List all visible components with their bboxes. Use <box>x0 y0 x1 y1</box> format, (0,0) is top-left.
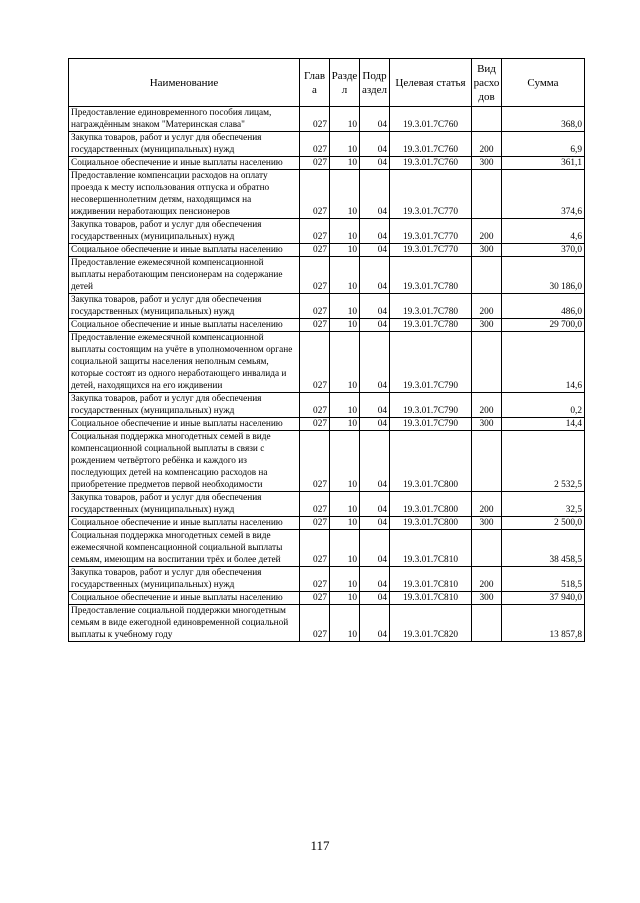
row-expense-type: 200 <box>472 294 502 319</box>
row-section: 10 <box>330 219 360 244</box>
header-amount: Сумма <box>502 59 585 107</box>
row-name: Предоставление ежемесячной компенсационной выплаты неработающим пенсионерам на содержание детей <box>69 257 300 294</box>
row-subsection: 04 <box>360 530 390 567</box>
row-target-article: 19.3.01.7С820 <box>390 605 472 642</box>
table-row <box>69 170 585 219</box>
header-name: Наименование <box>69 59 300 107</box>
row-chapter: 027 <box>300 170 330 219</box>
row-chapter: 027 <box>300 219 330 244</box>
row-expense-type: 200 <box>472 567 502 592</box>
row-section: 10 <box>330 605 360 642</box>
header-target-article: Целевая статья <box>390 59 472 107</box>
row-subsection: 04 <box>360 132 390 157</box>
row-expense-type: 300 <box>472 244 502 257</box>
row-subsection: 04 <box>360 157 390 170</box>
row-amount: 37 940,0 <box>502 592 585 605</box>
row-section: 10 <box>330 517 360 530</box>
row-subsection: 04 <box>360 431 390 492</box>
row-subsection: 04 <box>360 319 390 332</box>
row-expense-type <box>472 332 502 393</box>
row-expense-type: 200 <box>472 219 502 244</box>
row-target-article: 19.3.01.7С800 <box>390 492 472 517</box>
table-row <box>69 592 585 605</box>
row-chapter: 027 <box>300 605 330 642</box>
table-row <box>69 517 585 530</box>
row-target-article: 19.3.01.7С790 <box>390 332 472 393</box>
row-name: Социальное обеспечение и иные выплаты населению <box>69 157 300 170</box>
row-amount: 38 458,5 <box>502 530 585 567</box>
row-expense-type: 300 <box>472 157 502 170</box>
row-chapter: 027 <box>300 107 330 132</box>
row-chapter: 027 <box>300 418 330 431</box>
row-section: 10 <box>330 431 360 492</box>
table-row <box>69 319 585 332</box>
table-row <box>69 107 585 132</box>
row-chapter: 027 <box>300 257 330 294</box>
row-target-article: 19.3.01.7С770 <box>390 170 472 219</box>
row-name: Предоставление социальной поддержки многодетным семьям в виде ежегодной единовременной социальной выплаты к учебному году <box>69 605 300 642</box>
row-name: Предоставление ежемесячной компенсационной выплаты состоящим на учёте в уполномоченном органе социальной защиты населения неполным семьям, которые состоят из одного неработающего инвалида и детей, находящихся на его иждивении <box>69 332 300 393</box>
row-expense-type <box>472 431 502 492</box>
row-subsection: 04 <box>360 257 390 294</box>
row-target-article: 19.3.01.7С790 <box>390 418 472 431</box>
row-name: Социальная поддержка многодетных семей в виде компенсационной социальной выплаты в связи с рождением четвёртого ребёнка и каждого из последующих детей на компенсацию расходов на приобретение предметов первой необходимости <box>69 431 300 492</box>
row-name: Закупка товаров, работ и услуг для обеспечения государственных (муниципальных) нужд <box>69 132 300 157</box>
row-chapter: 027 <box>300 393 330 418</box>
header-row <box>69 59 585 107</box>
row-name: Предоставление компенсации расходов на оплату проезда к месту использования отпуска и обратно несовершеннолетним детям, находящимся на иждивении неработающих пенсионеров <box>69 170 300 219</box>
row-name: Социальное обеспечение и иные выплаты населению <box>69 319 300 332</box>
row-target-article: 19.3.01.7С780 <box>390 294 472 319</box>
header-expense-type: Вид расхо дов <box>472 59 502 107</box>
row-subsection: 04 <box>360 170 390 219</box>
row-subsection: 04 <box>360 592 390 605</box>
row-section: 10 <box>330 170 360 219</box>
row-subsection: 04 <box>360 605 390 642</box>
row-expense-type: 300 <box>472 418 502 431</box>
header-section: Разде л <box>330 59 360 107</box>
row-name: Закупка товаров, работ и услуг для обеспечения государственных (муниципальных) нужд <box>69 219 300 244</box>
row-section: 10 <box>330 157 360 170</box>
row-subsection: 04 <box>360 107 390 132</box>
header-subsection: Подр аздел <box>360 59 390 107</box>
budget-table <box>68 58 585 642</box>
row-amount: 370,0 <box>502 244 585 257</box>
row-section: 10 <box>330 530 360 567</box>
row-target-article: 19.3.01.7С790 <box>390 393 472 418</box>
row-section: 10 <box>330 567 360 592</box>
row-name: Социальное обеспечение и иные выплаты населению <box>69 244 300 257</box>
row-chapter: 027 <box>300 530 330 567</box>
row-chapter: 027 <box>300 332 330 393</box>
row-target-article: 19.3.01.7С770 <box>390 219 472 244</box>
row-amount: 14,4 <box>502 418 585 431</box>
row-chapter: 027 <box>300 431 330 492</box>
row-amount: 361,1 <box>502 157 585 170</box>
table-row <box>69 530 585 567</box>
row-name: Закупка товаров, работ и услуг для обеспечения государственных (муниципальных) нужд <box>69 393 300 418</box>
row-amount: 30 186,0 <box>502 257 585 294</box>
page-number: 117 <box>310 838 330 853</box>
row-amount: 29 700,0 <box>502 319 585 332</box>
row-chapter: 027 <box>300 132 330 157</box>
table-row <box>69 157 585 170</box>
row-section: 10 <box>330 393 360 418</box>
row-chapter: 027 <box>300 157 330 170</box>
row-subsection: 04 <box>360 393 390 418</box>
row-name: Социальная поддержка многодетных семей в виде ежемесячной компенсационной социальной выплаты семьям, имеющим на воспитании трёх и более детей <box>69 530 300 567</box>
row-target-article: 19.3.01.7С780 <box>390 257 472 294</box>
row-target-article: 19.3.01.7С760 <box>390 157 472 170</box>
row-name: Социальное обеспечение и иные выплаты населению <box>69 592 300 605</box>
row-expense-type: 200 <box>472 492 502 517</box>
table-row <box>69 332 585 393</box>
row-amount: 4,6 <box>502 219 585 244</box>
row-name: Социальное обеспечение и иные выплаты населению <box>69 418 300 431</box>
row-section: 10 <box>330 294 360 319</box>
row-expense-type <box>472 605 502 642</box>
row-chapter: 027 <box>300 244 330 257</box>
row-section: 10 <box>330 418 360 431</box>
budget-sheet <box>68 58 584 642</box>
row-name: Закупка товаров, работ и услуг для обеспечения государственных (муниципальных) нужд <box>69 492 300 517</box>
row-section: 10 <box>330 492 360 517</box>
row-section: 10 <box>330 332 360 393</box>
row-amount: 13 857,8 <box>502 605 585 642</box>
row-section: 10 <box>330 257 360 294</box>
row-expense-type: 300 <box>472 319 502 332</box>
row-amount: 486,0 <box>502 294 585 319</box>
row-expense-type <box>472 530 502 567</box>
row-amount: 368,0 <box>502 107 585 132</box>
row-target-article: 19.3.01.7С800 <box>390 517 472 530</box>
row-target-article: 19.3.01.7С810 <box>390 530 472 567</box>
row-target-article: 19.3.01.7С780 <box>390 319 472 332</box>
table-row <box>69 393 585 418</box>
row-section: 10 <box>330 244 360 257</box>
row-chapter: 027 <box>300 567 330 592</box>
table-row <box>69 431 585 492</box>
row-section: 10 <box>330 132 360 157</box>
row-target-article: 19.3.01.7С800 <box>390 431 472 492</box>
row-subsection: 04 <box>360 332 390 393</box>
row-expense-type <box>472 257 502 294</box>
row-section: 10 <box>330 107 360 132</box>
row-name: Предоставление единовременного пособия лицам, награждённым знаком "Материнская слава" <box>69 107 300 132</box>
row-subsection: 04 <box>360 492 390 517</box>
row-subsection: 04 <box>360 294 390 319</box>
row-subsection: 04 <box>360 517 390 530</box>
row-expense-type: 300 <box>472 517 502 530</box>
row-target-article: 19.3.01.7С760 <box>390 132 472 157</box>
row-section: 10 <box>330 319 360 332</box>
row-name: Социальное обеспечение и иные выплаты населению <box>69 517 300 530</box>
row-expense-type: 200 <box>472 393 502 418</box>
table-row <box>69 492 585 517</box>
row-subsection: 04 <box>360 219 390 244</box>
row-subsection: 04 <box>360 418 390 431</box>
table-row <box>69 418 585 431</box>
row-amount: 2 500,0 <box>502 517 585 530</box>
row-chapter: 027 <box>300 492 330 517</box>
table-row <box>69 294 585 319</box>
row-subsection: 04 <box>360 567 390 592</box>
table-body <box>69 107 585 642</box>
row-amount: 374,6 <box>502 170 585 219</box>
header-chapter: Глав а <box>300 59 330 107</box>
row-section: 10 <box>330 592 360 605</box>
table-row <box>69 132 585 157</box>
row-expense-type: 200 <box>472 132 502 157</box>
row-chapter: 027 <box>300 592 330 605</box>
row-expense-type: 300 <box>472 592 502 605</box>
row-chapter: 027 <box>300 517 330 530</box>
row-amount: 6,9 <box>502 132 585 157</box>
table-row <box>69 219 585 244</box>
row-expense-type <box>472 107 502 132</box>
row-target-article: 19.3.01.7С810 <box>390 592 472 605</box>
row-chapter: 027 <box>300 319 330 332</box>
row-amount: 2 532,5 <box>502 431 585 492</box>
table-row <box>69 257 585 294</box>
row-amount: 32,5 <box>502 492 585 517</box>
row-name: Закупка товаров, работ и услуг для обеспечения государственных (муниципальных) нужд <box>69 294 300 319</box>
row-expense-type <box>472 170 502 219</box>
row-target-article: 19.3.01.7С760 <box>390 107 472 132</box>
row-subsection: 04 <box>360 244 390 257</box>
row-target-article: 19.3.01.7С770 <box>390 244 472 257</box>
row-amount: 0,2 <box>502 393 585 418</box>
table-row <box>69 567 585 592</box>
row-amount: 14,6 <box>502 332 585 393</box>
table-row <box>69 605 585 642</box>
row-chapter: 027 <box>300 294 330 319</box>
row-target-article: 19.3.01.7С810 <box>390 567 472 592</box>
table-row <box>69 244 585 257</box>
row-name: Закупка товаров, работ и услуг для обеспечения государственных (муниципальных) нужд <box>69 567 300 592</box>
row-amount: 518,5 <box>502 567 585 592</box>
